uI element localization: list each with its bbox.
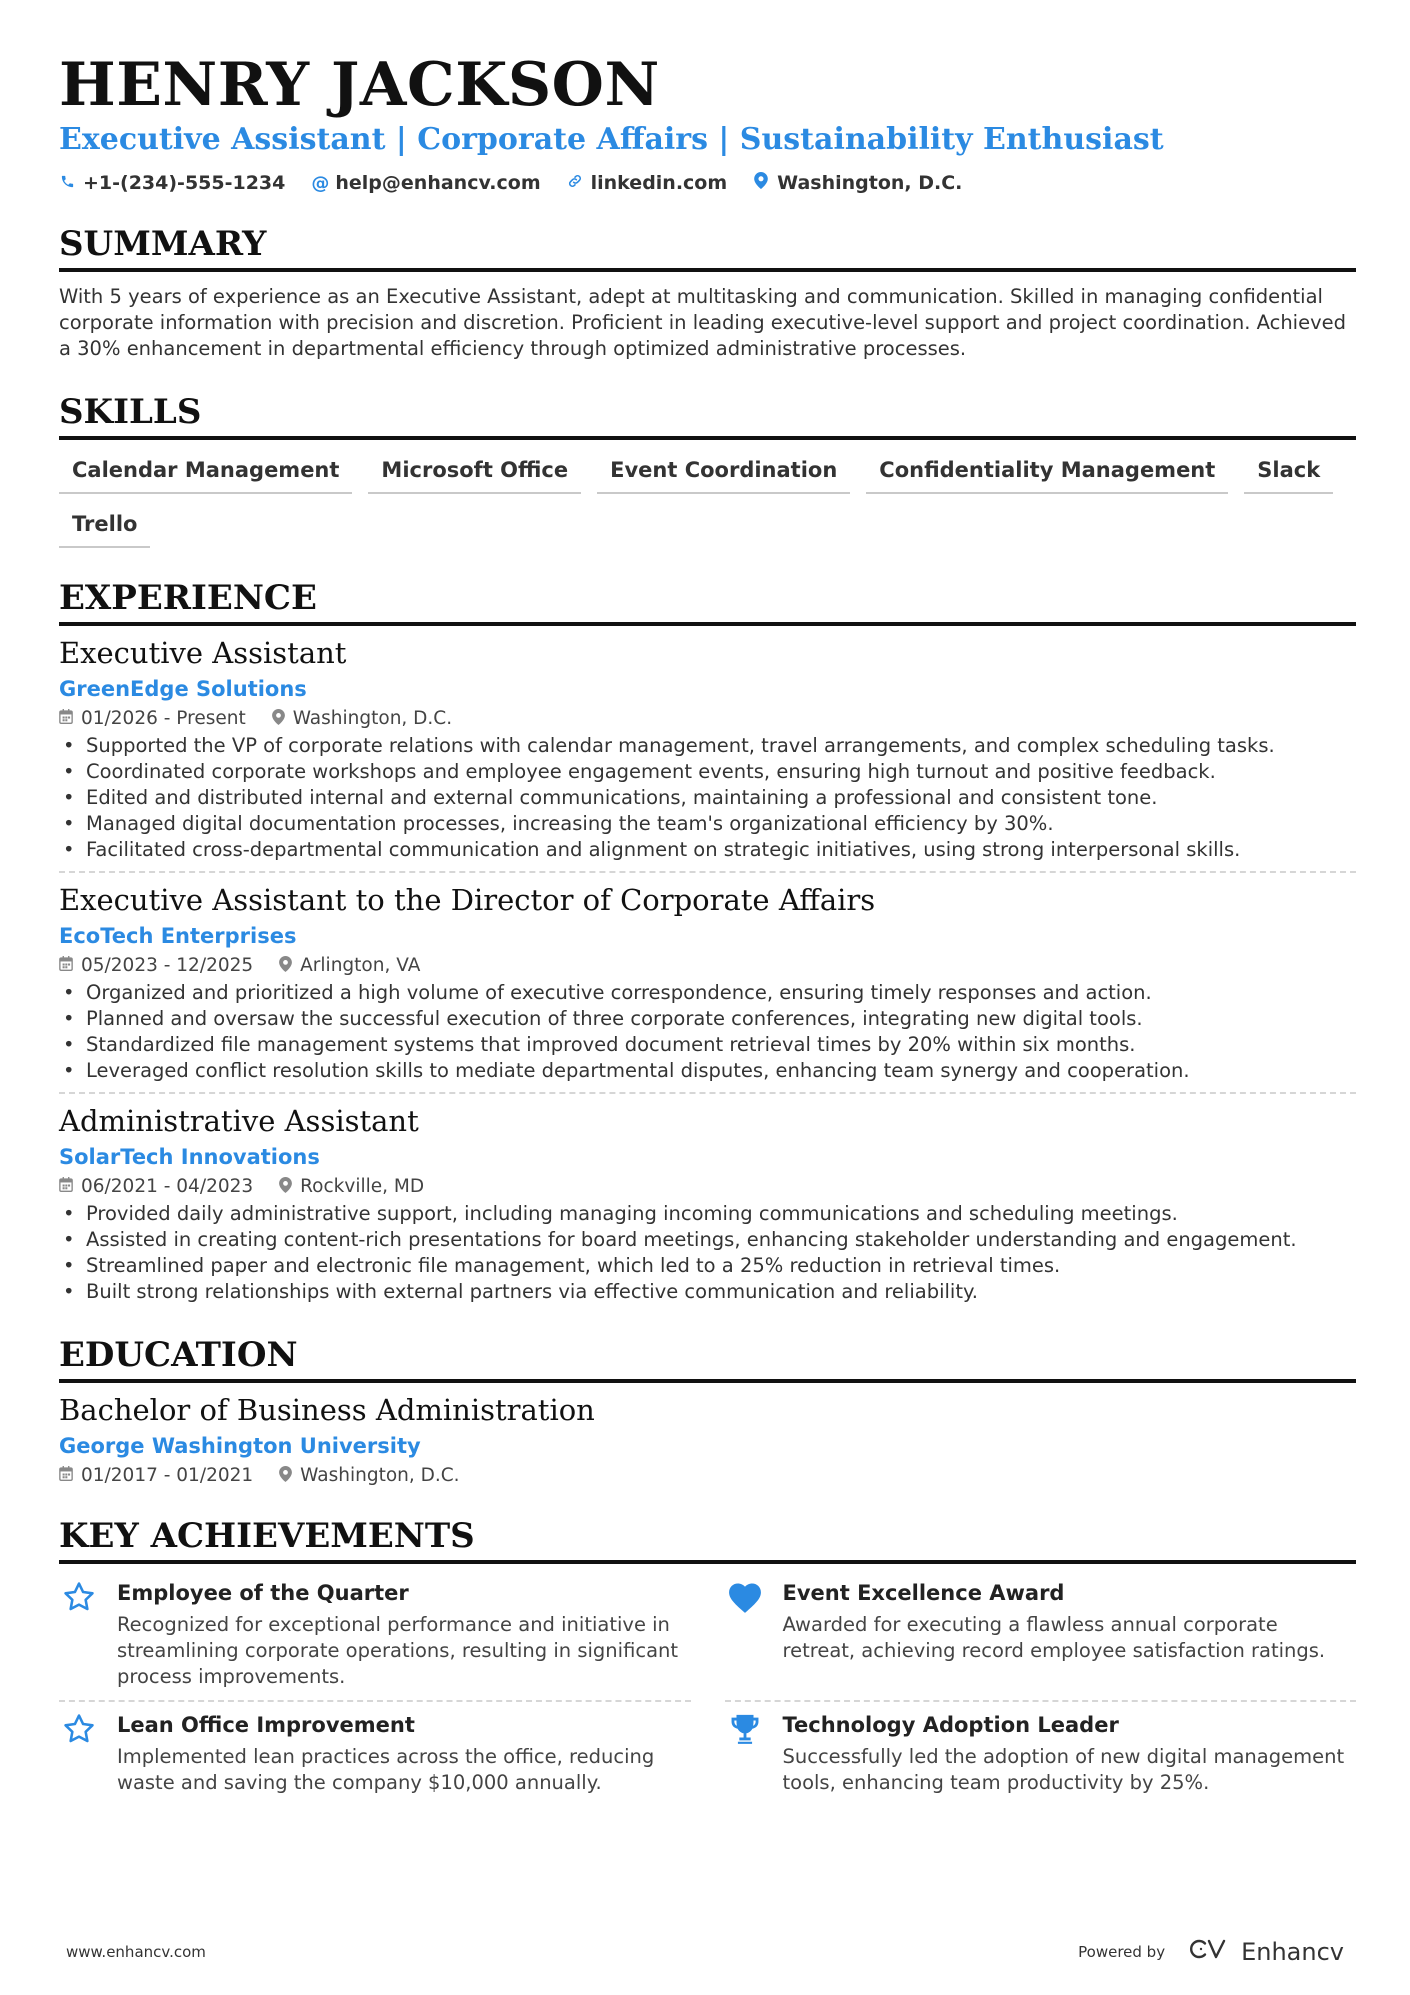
skill-tag: Microsoft Office: [368, 448, 581, 494]
job-bullets: [59, 733, 1356, 863]
skill-tag: Confidentiality Management: [866, 448, 1228, 494]
education-section: [59, 1335, 1356, 1494]
degree-title: Bachelor of Business Administration: [59, 1393, 595, 1427]
skill-tag: Event Coordination: [597, 448, 850, 494]
job-bullets: [59, 980, 1356, 1084]
job-dates: 06/2021 - 04/2023: [81, 1176, 254, 1197]
achievement-item: [59, 1702, 691, 1806]
job-dates: 01/2026 - Present: [81, 708, 246, 729]
summary-section: [59, 224, 1356, 362]
phone-icon: [59, 173, 75, 194]
achievement-title: Event Excellence Award: [782, 1581, 1065, 1605]
summary-heading: SUMMARY: [59, 224, 1356, 272]
experience-section: [59, 578, 1356, 1313]
job-location: Rockville, MD: [300, 1176, 425, 1197]
bullet-item: • Planned and oversaw the successful execution of three corporate conferences, integrating new digital tools.: [59, 1006, 1356, 1032]
job-title: Administrative Assistant: [59, 1104, 419, 1138]
experience-entry: [59, 1094, 1356, 1313]
bullet-item: • Provided daily administrative support, including managing incoming communications and scheduling meetings.: [59, 1201, 1356, 1227]
skills-heading: SKILLS: [59, 392, 1356, 440]
contact-phone[interactable]: [59, 172, 285, 194]
location-pin-icon: [279, 1466, 292, 1486]
bullet-item: • Leveraged conflict resolution skills to mediate departmental disputes, enhancing team synergy and cooperation.: [59, 1058, 1356, 1084]
achievement-title: Lean Office Improvement: [117, 1713, 415, 1737]
achievements-heading: KEY ACHIEVEMENTS: [59, 1516, 1356, 1564]
job-location: Arlington, VA: [300, 955, 421, 976]
link-icon: [567, 173, 583, 194]
bullet-item: • Managed digital documentation processes, increasing the team's organizational efficiency by 30%.: [59, 811, 1356, 837]
education-dates: 01/2017 - 01/2021: [81, 1465, 254, 1486]
company-name: EcoTech Enterprises: [59, 924, 297, 948]
job-title: Executive Assistant: [59, 636, 347, 670]
heart-icon: [725, 1578, 765, 1690]
candidate-name: HENRY JACKSON: [59, 50, 660, 120]
powered-by-text: Powered by: [1078, 1943, 1166, 1961]
company-name: SolarTech Innovations: [59, 1145, 320, 1169]
job-title: Executive Assistant to the Director of Corporate Affairs: [59, 883, 876, 917]
job-meta: [59, 955, 1356, 976]
job-meta: [59, 708, 1356, 729]
school-name: George Washington University: [59, 1434, 421, 1458]
experience-entry: [59, 873, 1356, 1094]
experience-entry: [59, 626, 1356, 873]
achievement-desc: Implemented lean practices across the office, reducing waste and saving the company $10,000 annually.: [117, 1745, 655, 1794]
phone-text: +1-(234)-555-1234: [83, 172, 286, 194]
achievement-item: [59, 1570, 691, 1702]
achievement-item: [725, 1570, 1357, 1702]
job-bullets: [59, 1201, 1356, 1305]
achievement-desc: Recognized for exceptional performance and initiative in streamlining corporate operations, resulting in significant process improvements.: [117, 1613, 679, 1688]
job-meta: [59, 1176, 1356, 1197]
achievement-title: Technology Adoption Leader: [782, 1713, 1119, 1737]
education-heading: EDUCATION: [59, 1335, 1356, 1383]
education-location: Washington, D.C.: [300, 1465, 460, 1486]
skills-list: [59, 448, 1356, 548]
skills-section: [59, 392, 1356, 548]
company-name: GreenEdge Solutions: [59, 677, 307, 701]
achievements-section: [59, 1516, 1356, 1806]
bullet-item: • Built strong relationships with external partners via effective communication and reliability.: [59, 1279, 1356, 1305]
brand-name: Enhancv: [1241, 1938, 1344, 1966]
summary-text: With 5 years of experience as an Executive Assistant, adept at multitasking and communication. Skilled in managing confidential corporate information with precision and discretion. Proficient in leading executive-level support and project coordination. Achieved a 30% enhancement in departmental efficiency through optimized administrative processes.: [59, 285, 1347, 360]
linkedin-text: linkedin.com: [590, 172, 728, 194]
location-pin-icon: [279, 1177, 292, 1197]
achievement-desc: Successfully led the adoption of new digital management tools, enhancing team productivity by 25%.: [782, 1745, 1345, 1794]
contact-bar: [59, 172, 1356, 194]
star-outline-icon: [59, 1578, 99, 1690]
calendar-icon: [59, 1466, 73, 1485]
location-pin-icon: [279, 956, 292, 976]
bullet-item: • Standardized file management systems that improved document retrieval times by 20% within six months.: [59, 1032, 1356, 1058]
contact-linkedin[interactable]: [567, 172, 728, 194]
footer-branding: [1078, 1938, 1344, 1966]
email-text: help@enhancv.com: [335, 172, 541, 194]
skill-tag: Calendar Management: [59, 448, 352, 494]
achievement-desc: Awarded for executing a flawless annual corporate retreat, achieving record employee satisfaction ratings.: [782, 1613, 1326, 1662]
page-footer: [66, 1938, 1344, 1966]
location-text: Washington, D.C.: [777, 172, 963, 194]
candidate-title: Executive Assistant | Corporate Affairs | Sustainability Enthusiast: [59, 122, 1164, 157]
location-pin-icon: [272, 709, 285, 729]
location-pin-icon: [753, 172, 769, 194]
job-dates: 05/2023 - 12/2025: [81, 955, 254, 976]
skill-tag: Slack: [1244, 448, 1333, 494]
achievement-item: [725, 1702, 1357, 1806]
calendar-icon: [59, 709, 73, 728]
bullet-item: • Facilitated cross-departmental communication and alignment on strategic initiatives, using strong interpersonal skills.: [59, 837, 1356, 863]
bullet-item: • Edited and distributed internal and external communications, maintaining a professional and consistent tone.: [59, 785, 1356, 811]
bullet-item: • Organized and prioritized a high volume of executive correspondence, ensuring timely responses and action.: [59, 980, 1356, 1006]
bullet-item: • Streamlined paper and electronic file management, which led to a 25% reduction in retrieval times.: [59, 1253, 1356, 1279]
calendar-icon: [59, 956, 73, 975]
education-meta: [59, 1465, 1356, 1486]
enhancv-logo-icon: [1187, 1938, 1233, 1966]
bullet-item: • Supported the VP of corporate relations with calendar management, travel arrangements, and complex scheduling tasks.: [59, 733, 1356, 759]
bullet-item: • Assisted in creating content-rich presentations for board meetings, enhancing stakeholder understanding and engagement.: [59, 1227, 1356, 1253]
education-entry: [59, 1383, 1356, 1494]
star-outline-icon: [59, 1710, 99, 1796]
experience-heading: EXPERIENCE: [59, 578, 1356, 626]
calendar-icon: [59, 1177, 73, 1196]
at-icon: @: [311, 172, 330, 194]
job-location: Washington, D.C.: [292, 708, 453, 729]
achievement-title: Employee of the Quarter: [117, 1581, 409, 1605]
bullet-item: • Coordinated corporate workshops and employee engagement events, ensuring high turnout and positive feedback.: [59, 759, 1356, 785]
achievements-grid: [59, 1570, 1356, 1806]
brand-logo[interactable]: [1187, 1938, 1344, 1966]
trophy-icon: [725, 1710, 765, 1796]
contact-location: [753, 172, 962, 194]
footer-website[interactable]: www.enhancv.com: [66, 1943, 206, 1961]
skill-tag: Trello: [59, 502, 150, 548]
contact-email[interactable]: [311, 172, 540, 194]
